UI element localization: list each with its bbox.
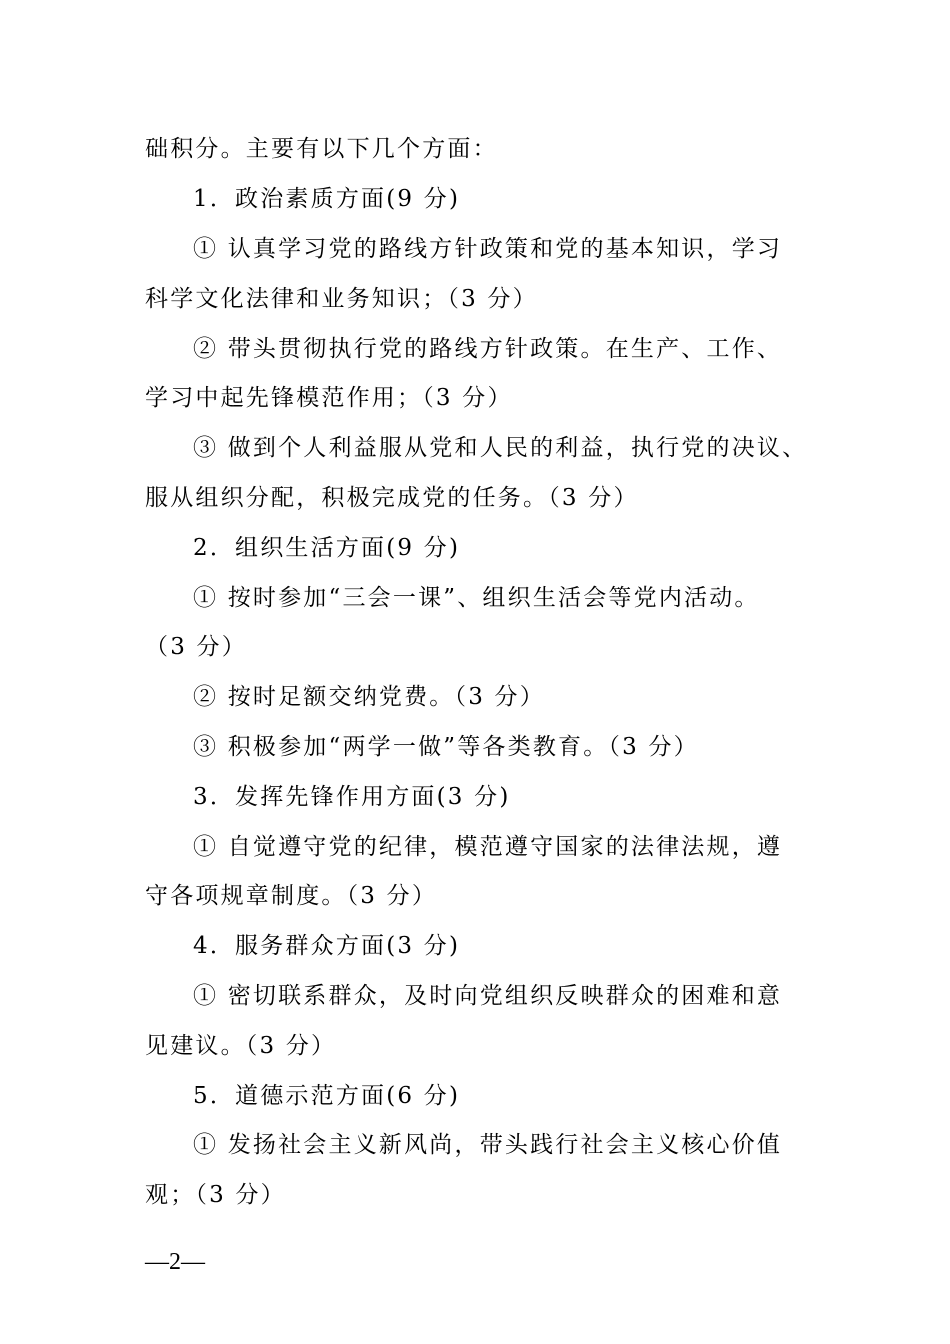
paragraph-line: ① 发扬社会主义新风尚，带头践行社会主义核心价值 bbox=[193, 1132, 783, 1158]
paragraph-line: ③ 积极参加“两学一做”等各类教育。（3 分） bbox=[193, 734, 699, 760]
section-heading-1: 1．政治素质方面(9 分) bbox=[193, 186, 461, 212]
paragraph-line: （3 分） bbox=[145, 634, 247, 660]
section-heading-5: 5．道德示范方面(6 分) bbox=[193, 1083, 461, 1109]
paragraph-line: 科学文化法律和业务知识；（3 分） bbox=[145, 286, 538, 312]
paragraph-line: ② 按时足额交纳党费。（3 分） bbox=[193, 684, 545, 710]
paragraph-line: ② 带头贯彻执行党的路线方针政策。在生产、工作、 bbox=[193, 336, 783, 362]
paragraph-line: ③ 做到个人利益服从党和人民的利益，执行党的决议、 bbox=[193, 435, 808, 461]
paragraph-line: ① 按时参加“三会一课”、组织生活会等党内活动。 bbox=[193, 585, 760, 611]
paragraph-line: ① 自觉遵守党的纪律，模范遵守国家的法律法规，遵 bbox=[193, 834, 783, 860]
page-number: —2— bbox=[145, 1249, 205, 1275]
section-heading-2: 2．组织生活方面(9 分) bbox=[193, 535, 461, 561]
paragraph-line: 见建议。（3 分） bbox=[145, 1033, 337, 1059]
paragraph-line: 础积分。主要有以下几个方面： bbox=[145, 136, 498, 162]
paragraph-line: 服从组织分配，积极完成党的任务。（3 分） bbox=[145, 485, 639, 511]
paragraph-line: 学习中起先锋模范作用；（3 分） bbox=[145, 385, 513, 411]
paragraph-line: 观；（3 分） bbox=[145, 1182, 286, 1208]
section-heading-3: 3．发挥先锋作用方面(3 分) bbox=[193, 784, 511, 810]
section-heading-4: 4．服务群众方面(3 分) bbox=[193, 933, 461, 959]
paragraph-line: ① 认真学习党的路线方针政策和党的基本知识，学习 bbox=[193, 236, 783, 262]
paragraph-line: 守各项规章制度。（3 分） bbox=[145, 883, 438, 909]
paragraph-line: ① 密切联系群众，及时向党组织反映群众的困难和意 bbox=[193, 983, 783, 1009]
